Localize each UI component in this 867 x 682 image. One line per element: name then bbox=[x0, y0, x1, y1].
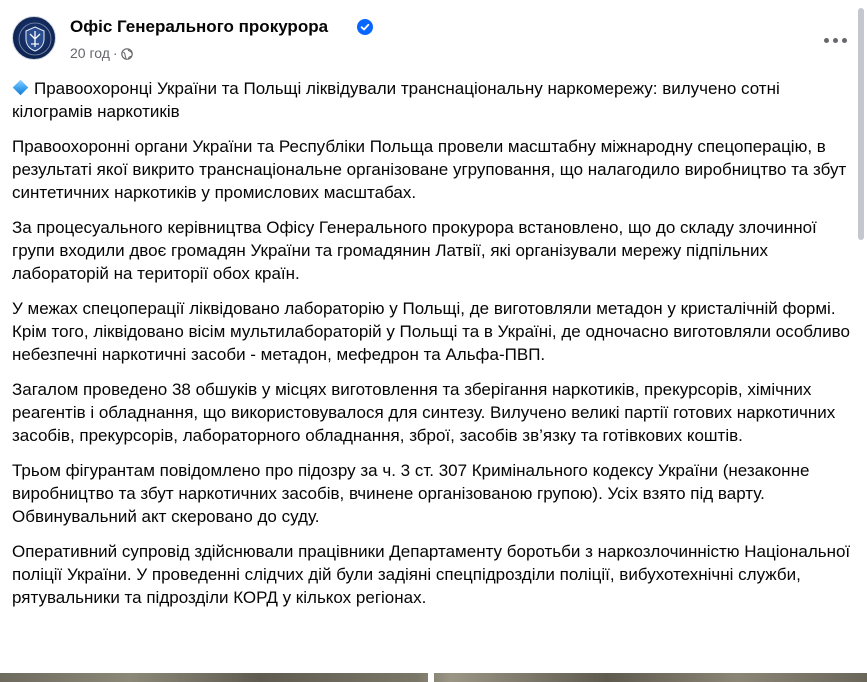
meta-separator: · bbox=[112, 45, 118, 61]
post-timestamp[interactable]: 20 год bbox=[70, 45, 110, 61]
post-paragraph: За процесуального керівництва Офісу Генерального прокурора встановлено, що до складу злочинної групи входили двоє громадян України та громадянин Латвії, які організували мережу підпільних лабораторій на території обох країн. bbox=[12, 218, 817, 283]
post-headline: Правоохоронці України та Польщі ліквідували транснаціональну наркомережу: вилучено сотні кілограмів наркотиків bbox=[12, 79, 780, 121]
page-name-link[interactable]: Офіс Генерального прокурора bbox=[70, 17, 329, 36]
verified-badge-icon bbox=[357, 19, 373, 35]
post-paragraph: Трьом фігурантам повідомлено про підозру за ч. 3 ст. 307 Кримінального кодексу України (незаконне виробництво та збут наркотичних засобів, вчинене організованою групою). Усіх взято під варту. Обвинувальний акт скеровано до суду. bbox=[12, 461, 810, 526]
prosecutor-emblem-icon bbox=[13, 17, 57, 61]
globe-icon[interactable] bbox=[121, 48, 133, 60]
post-body bbox=[12, 77, 857, 621]
post-paragraph: Правоохоронні органи України та Республіки Польща провели масштабну міжнародну спецоперацію, в результаті якої викрито транснаціональне організоване угруповання, що налагодило виробництво та збут синтетичних наркотиків у промислових масштабах. bbox=[12, 137, 847, 202]
post-paragraph: У межах спецоперації ліквідовано лабораторію у Польщі, де виготовляли метадон у кристалічній формі. Крім того, ліквідовано вісім мультилабораторій у Польщі та в Україні, де одночасно виготовляли особливо небезпечні наркотичні засоби - метадон, мефедрон та Альфа-ПВП. bbox=[12, 299, 850, 364]
blue-diamond-icon bbox=[13, 80, 29, 96]
more-dot-icon bbox=[833, 38, 838, 43]
more-dot-icon bbox=[824, 38, 829, 43]
scrollbar-thumb[interactable] bbox=[858, 8, 864, 240]
post-header bbox=[12, 14, 862, 70]
more-options-button[interactable] bbox=[818, 26, 854, 54]
post-paragraph: Оперативний супровід здійснювали працівники Департаменту боротьби з наркозлочинністю Національної поліції України. У проведенні слідчих дій були задіяні спецпідрозділи поліції, вибухотехнічні служби, рятувальники та підрозділи КОРД у кількох регіонах. bbox=[12, 542, 851, 607]
page-avatar[interactable] bbox=[12, 16, 56, 60]
photo-divider bbox=[428, 673, 434, 682]
post-meta bbox=[70, 44, 133, 62]
post-headline-paragraph bbox=[12, 77, 857, 123]
attached-photos-preview[interactable] bbox=[0, 673, 867, 682]
post-paragraph: Загалом проведено 38 обшуків у місцях виготовлення та зберігання наркотиків, прекурсорів, хімічних реагентів і обладнання, що використовувалося для синтезу. Вилучено великі партії готових наркотичних засобів, прекурсорів, лабораторного обладнання, зброї, засобів зв’язку та готівкових коштів. bbox=[12, 380, 836, 445]
more-dot-icon bbox=[842, 38, 847, 43]
